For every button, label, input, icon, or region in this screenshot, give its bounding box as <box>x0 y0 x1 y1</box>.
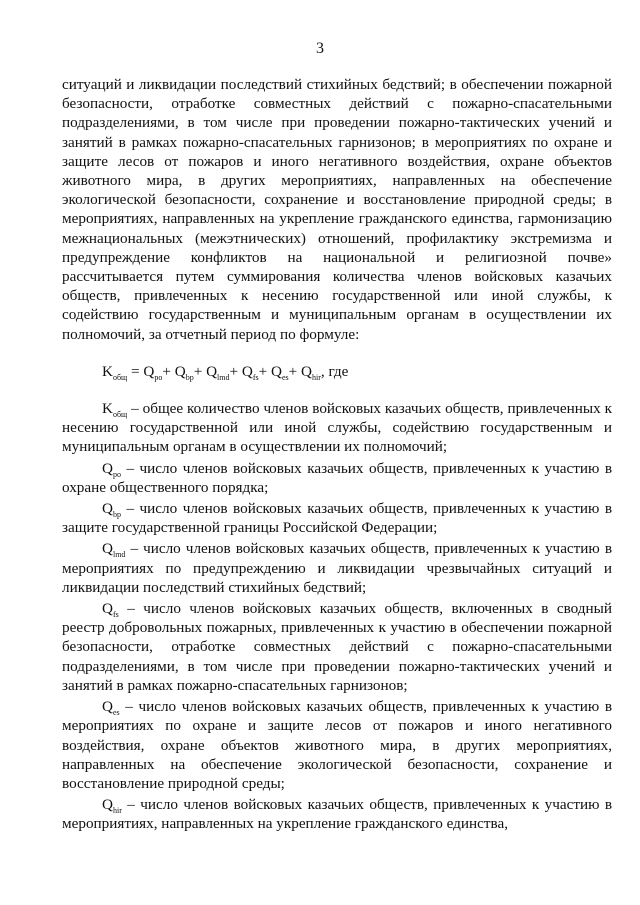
formula-plus: + <box>288 362 301 380</box>
definition-symbol: $Q_{ро}$ <box>102 459 121 479</box>
definition-q-es <box>62 697 612 793</box>
formula-term: $Q_{es}$ <box>270 362 289 382</box>
formula-equals: = <box>127 362 144 380</box>
definition-symbol: $Q_{hir}$ <box>102 796 122 816</box>
formula-term: $Q_{lmd}$ <box>206 362 230 382</box>
definition-symbol: $Q_{bp}$ <box>102 500 121 520</box>
definition-q-po <box>62 459 612 497</box>
definition-text: – число членов войсковых казачьих обществ, привлеченных к участию в защите государственной границы Российской Федерации; <box>62 500 612 537</box>
formula-plus: + <box>162 362 175 380</box>
definition-text: – число членов войсковых казачьих обществ, привлеченных к участию в мероприятиях по предупреждению и ликвидации чрезвычайных ситуаций и ликвидации последствий стихийных бедствий; <box>62 540 612 596</box>
formula-tail: , где <box>320 362 349 380</box>
formula-lhs: $K_{общ}$ <box>102 362 128 382</box>
definition-symbol: $Q_{fs}$ <box>102 600 119 620</box>
formula-term: $Q_{bp}$ <box>174 362 194 382</box>
page-number: 3 <box>316 40 324 57</box>
formula-term: $Q_{fs}$ <box>241 362 259 382</box>
formula-plus: + <box>258 362 271 380</box>
formula-plus: + <box>193 362 207 380</box>
formula-term: $Q_{hir}$ <box>301 362 321 382</box>
definition-q-fs <box>62 599 612 695</box>
opening-paragraph: ситуаций и ликвидации последствий стихийных бедствий; в обеспечении пожарной безопасности, отработке совместных действий с пожарно-спасательными подразделениями, в том числе при проведении пожарно-тактических учений и занятий в рамках пожарно-спасательных гарнизонов; в мероприятиях по охране и защите лесов от пожаров и иного негативного воздействия, охране объектов животного мира, в других мероприятиях, направленных на обеспечение экологической безопасности, сохранение и восстановление природной среды; в мероприятиях, направленных на укрепление гражданского единства, гармонизацию межнациональных (межэтнических) отношений, профилактику экстремизма и предупреждение конфликтов на национальной и религиозной почве» рассчитывается путем суммирования количества членов войсковых казачьих обществ, привлеченных к несению государственной или иной службы, к содействию государственным и муниципальным органам в осуществлении их полномочий, за отчетный период по формуле: <box>62 76 612 343</box>
definition-q-lmd <box>62 539 612 597</box>
definition-text: – число членов войсковых казачьих обществ, включенных в сводный реестр добровольных пожарных, привлеченных к участию в обеспечении пожарной безопасности, отработке совместных действий с пожарно-спасательными подразделениями, в том числе при проведении пожарно-тактических учений и занятий в рамках пожарно-спасательных гарнизонов; <box>62 600 612 694</box>
formula-plus: + <box>229 362 242 380</box>
definition-symbol: $Q_{es}$ <box>102 698 120 718</box>
definition-q-bp <box>62 499 612 537</box>
definition-symbol: $K_{общ}$ <box>102 400 128 420</box>
definition-text: – число членов войсковых казачьих обществ, привлеченных к участию в мероприятиях по охране и защите лесов от пожаров и иного негативного воздействия, охране объектов животного мира, в других мероприятиях, направленных на обеспечение экологической безопасности, сохранение и восстановление природной среды; <box>62 698 612 792</box>
definition-symbol: $Q_{lmd}$ <box>102 540 126 560</box>
document-body <box>62 75 612 834</box>
definition-k-total <box>62 399 612 457</box>
definition-text: – число членов войсковых казачьих обществ, привлеченных к участию в мероприятиях, направленных на укрепление гражданского единства, <box>62 796 612 833</box>
definition-text: – число членов войсковых казачьих обществ, привлеченных к участию в охране общественного порядка; <box>62 459 612 496</box>
definition-q-hir <box>62 795 612 833</box>
formula-term: $Q_{ро}$ <box>143 362 163 382</box>
formula <box>102 362 612 381</box>
definition-text: – общее количество членов войсковых казачьих обществ, привлеченных к несению государственной или иной службы, содействию государственным и муниципальным органам в осуществлении их полномочий; <box>62 400 612 456</box>
